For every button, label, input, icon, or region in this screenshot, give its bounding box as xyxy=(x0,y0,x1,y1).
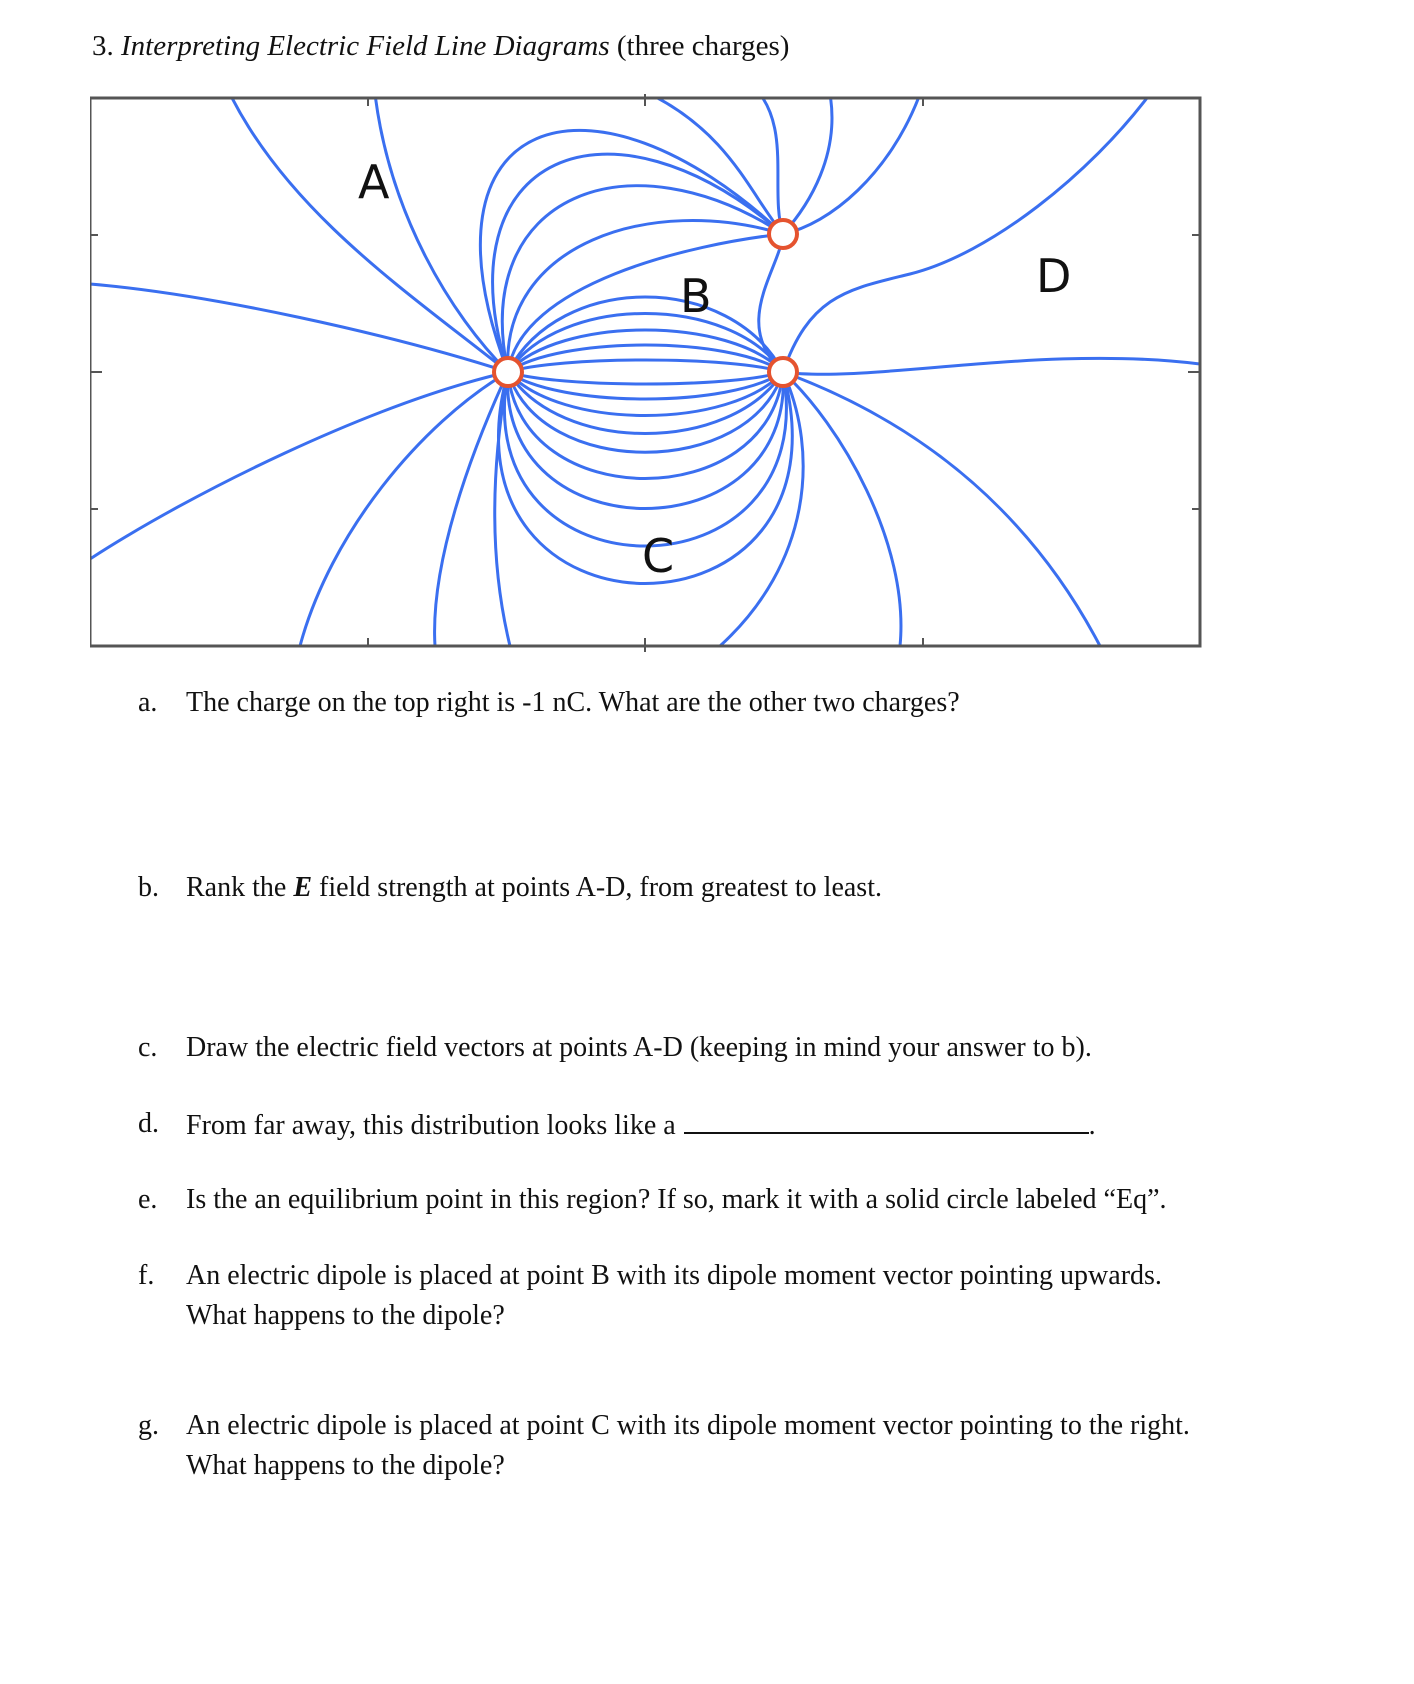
answer-blank[interactable] xyxy=(684,1104,1089,1134)
charge-top-right xyxy=(769,220,797,248)
field-line xyxy=(783,94,920,234)
field-line xyxy=(508,360,783,372)
question-label: b. xyxy=(138,872,159,903)
question-c xyxy=(138,1028,1092,1068)
point-label-d: D xyxy=(1036,249,1072,303)
field-line xyxy=(90,372,508,559)
e-field-symbol: E xyxy=(293,872,312,903)
field-line-svg xyxy=(90,94,1310,704)
field-line xyxy=(435,372,508,646)
question-text: An electric dipole is placed at point C with its dipole moment vector pointing to the right. What happens to the dipole? xyxy=(186,1410,1190,1481)
question-text: Draw the electric field vectors at points A-D (keeping in mind your answer to b). xyxy=(186,1032,1092,1063)
question-f xyxy=(138,1256,1162,1336)
question-label: f. xyxy=(138,1260,155,1291)
charge-left xyxy=(494,358,522,386)
field-line xyxy=(783,94,1150,372)
question-d xyxy=(138,1104,1096,1146)
question-label: c. xyxy=(138,1032,158,1063)
field-line xyxy=(90,284,508,372)
field-line xyxy=(760,94,783,234)
question-b xyxy=(138,868,882,908)
problem-title-text: Interpreting Electric Field Line Diagrams xyxy=(121,30,610,62)
question-text: Rank the E field strength at points A-D, from greatest to least. xyxy=(186,872,882,903)
field-line xyxy=(508,372,783,384)
question-label: a. xyxy=(138,687,158,718)
question-text: From far away, this distribution looks like a . xyxy=(186,1104,1096,1146)
question-e xyxy=(138,1180,1167,1220)
question-label: g. xyxy=(138,1410,159,1441)
question-a xyxy=(138,683,960,723)
field-line xyxy=(508,372,783,399)
field-line xyxy=(230,94,508,372)
question-text: The charge on the top right is -1 nC. What are the other two charges? xyxy=(186,687,960,718)
field-line xyxy=(508,234,783,372)
field-line xyxy=(783,372,1100,646)
charge-right xyxy=(769,358,797,386)
field-line xyxy=(300,372,508,646)
point-label-c: C xyxy=(642,529,675,583)
question-label: d. xyxy=(138,1108,159,1139)
field-line xyxy=(495,372,510,646)
field-line xyxy=(375,94,508,372)
field-line xyxy=(783,94,832,234)
field-line xyxy=(783,372,901,646)
question-g xyxy=(138,1406,1190,1486)
field-line xyxy=(508,345,783,372)
problem-title xyxy=(92,30,789,63)
field-line xyxy=(508,372,784,509)
field-line xyxy=(783,358,1200,374)
question-label: e. xyxy=(138,1184,158,1215)
problem-number: 3. xyxy=(92,30,114,62)
field-line-diagram xyxy=(90,94,1310,704)
point-label-b: B xyxy=(680,269,712,323)
point-label-a: A xyxy=(358,155,390,209)
question-text: An electric dipole is placed at point B with its dipole moment vector pointing upwards. What happens to the dipole? xyxy=(186,1260,1162,1331)
question-text: Is the an equilibrium point in this region? If so, mark it with a solid circle labeled “Eq”. xyxy=(186,1184,1167,1215)
problem-title-suffix: (three charges) xyxy=(616,30,790,62)
